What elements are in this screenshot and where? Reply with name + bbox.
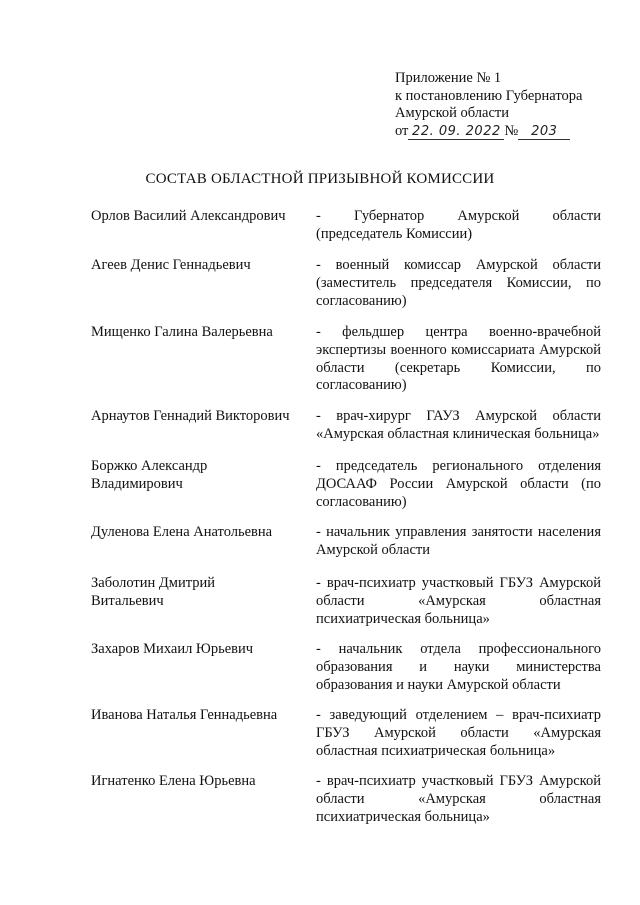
number-label: № xyxy=(504,122,519,139)
member-role: - начальник отдела профессионального образования и науки министерства образования и науки Амурской области xyxy=(316,641,601,693)
appendix-region: Амурской области xyxy=(395,105,509,121)
member-role: - заведующий отделением – врач-психиатр ГБУЗ Амурской области «Амурская областная психиатрическая больница» xyxy=(316,707,601,759)
member-role: - председатель регионального отделения ДОСААФ России Амурской области (по согласованию) xyxy=(316,458,601,510)
member-name: Мищенко Галина Валерьевна xyxy=(91,324,273,340)
member-role: - врач-психиатр участковый ГБУЗ Амурской области «Амурская областная психиатрическая больница» xyxy=(316,575,601,627)
member-role: - Губернатор Амурской области (председатель Комиссии) xyxy=(316,208,601,242)
appendix-date-line xyxy=(395,123,635,141)
member-role: - врач-психиатр участковый ГБУЗ Амурской области «Амурская областная психиатрическая больница» xyxy=(316,773,601,825)
document-title: СОСТАВ ОБЛАСТНОЙ ПРИЗЫВНОЙ КОМИССИИ xyxy=(145,171,495,187)
member-role: - врач-хирург ГАУЗ Амурской области «Амурская областная клиническая больница» xyxy=(316,408,601,442)
appendix-title: Приложение № 1 xyxy=(395,70,502,86)
handwritten-number: 203 xyxy=(518,125,570,140)
member-role: - военный комиссар Амурской области (заместитель председателя Комиссии, по согласованию) xyxy=(316,257,601,309)
member-name: Игнатенко Елена Юрьевна xyxy=(91,773,256,789)
appendix-decree-ref: к постановлению Губернатора xyxy=(395,87,583,104)
member-name: Дуленова Елена Анатольевна xyxy=(91,524,273,540)
appendix-header xyxy=(395,70,635,140)
handwritten-date: 22. 09. 2022 xyxy=(408,125,504,140)
from-label: от xyxy=(395,122,409,139)
member-role: - начальник управления занятости населения Амурской области xyxy=(316,524,601,558)
member-name: Арнаутов Геннадий Викторович xyxy=(91,408,290,424)
member-name: Орлов Василий Александрович xyxy=(91,208,286,224)
member-role: - фельдшер центра военно-врачебной экспертизы военного комиссариата Амурской области (секретарь Комиссии, по согласованию) xyxy=(316,324,601,394)
member-name: Боржко Александр Владимирович xyxy=(91,458,208,492)
member-name: Заболотин Дмитрий Витальевич xyxy=(91,575,216,609)
member-name: Иванова Наталья Геннадьевна xyxy=(91,707,278,723)
member-name: Агеев Денис Геннадьевич xyxy=(91,257,251,273)
member-name: Захаров Михаил Юрьевич xyxy=(91,641,254,657)
